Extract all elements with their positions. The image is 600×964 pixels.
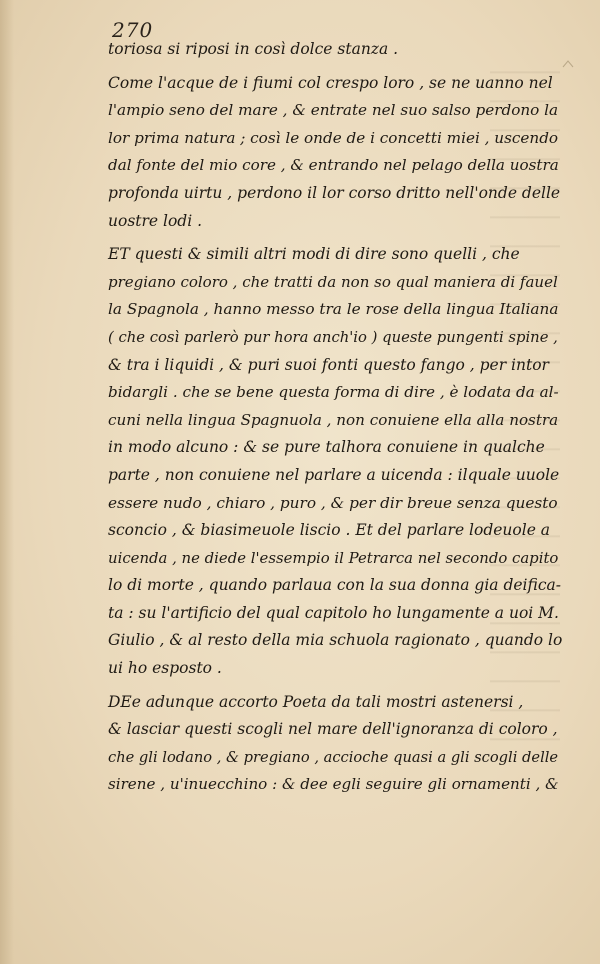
text-line: Giulio , & al resto della mia schuola ragionato , quando lo — [108, 631, 563, 650]
text-line: ta : su l'artificio del qual capitolo ho lungamente a uoi M. — [108, 603, 559, 622]
text-line: Come l'acque de i fiumi col crespo loro , se ne uanno nel — [108, 73, 553, 92]
text-line: DEe adunque accorto Poeta da tali mostri astenersi , — [108, 692, 524, 711]
text-line: ( che così parlerò pur hora anch'io ) queste pungenti spine , — [108, 328, 558, 346]
body-text — [108, 36, 563, 799]
text-line: profonda uirtu , perdono il lor corso dritto nell'onde delle — [108, 183, 561, 202]
text-line: & lasciar questi scogli nel mare dell'ignoranza di coloro , — [108, 720, 558, 739]
gutter-shadow — [0, 0, 14, 964]
text-line: l'ampio seno del mare , & entrate nel suo salso perdono la — [108, 101, 559, 120]
corner-mark-icon — [562, 60, 574, 68]
text-line: lor prima natura ; così le onde de i concetti miei , uscendo — [108, 128, 559, 147]
text-line: & tra i liquidi , & puri suoi fonti questo fango , per intor — [108, 355, 549, 374]
text-line: lo di morte , quando parlaua con la sua donna gia deifica- — [108, 576, 562, 595]
text-line: dal fonte del mio core , & entrando nel pelago della uostra — [108, 156, 559, 175]
text-line: sconcio , & biasimeuole liscio . Et del parlare lodeuole a — [108, 521, 551, 540]
text-line: cuni nella lingua Spagnuola , non conuiene ella alla nostra — [108, 410, 559, 429]
text-line: ET questi & simili altri modi di dire sono quelli , che — [108, 245, 520, 264]
text-line: la Spagnola , hanno messo tra le rose della lingua Italiana — [108, 300, 559, 319]
text-line: sirene , u'inuecchino : & dee egli seguire gli ornamenti , & — [108, 775, 559, 794]
text-line: ui ho esposto . — [108, 659, 222, 678]
text-line: uostre lodi . — [108, 211, 203, 230]
text-line: essere nudo , chiaro , puro , & per dir breue senza questo — [108, 493, 558, 512]
text-line: bidargli . che se bene questa forma di dire , è lodata da al- — [108, 383, 559, 402]
text-line: in modo alcuno : & se pure talhora conuiene in qualche — [108, 438, 545, 457]
text-line: toriosa si riposi in così dolce stanza . — [108, 40, 399, 58]
text-line: parte , non conuiene nel parlare a uicenda : ilquale uuole — [108, 465, 560, 484]
text-line: pregiano coloro , che tratti da non so qual maniera di fauel — [108, 272, 558, 291]
text-line: che gli lodano , & pregiano , accioche quasi a gli scogli delle — [108, 748, 559, 766]
page-number: 270 — [112, 18, 154, 42]
text-line: uicenda , ne diede l'essempio il Petrarca nel secondo capito — [108, 548, 559, 567]
